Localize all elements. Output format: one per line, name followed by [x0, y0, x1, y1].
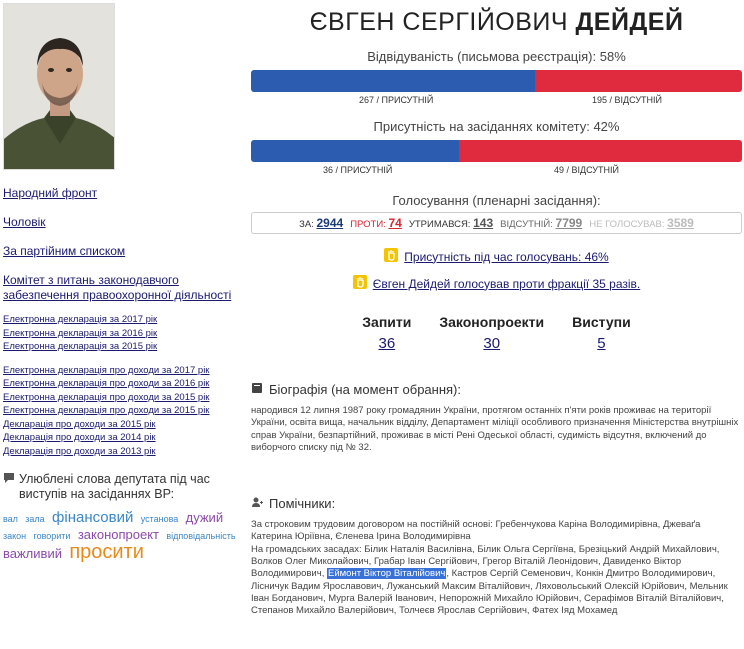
- biography-text: народився 12 липня 1987 року громадянин України, протягом останніх п'яти років проживає на території України, освіта вища, начальник відділу, Департамент міліції особливого призначення Міністерства внутрішніх справ України, безпартійний, проживає в місті Рені Одеської області, судимість відсутня, включений до виборчого списку під № 32.: [251, 405, 739, 453]
- committee-labels: [251, 165, 742, 179]
- income-declarations-list: [3, 364, 243, 459]
- favorite-word: зала: [25, 514, 45, 524]
- against-faction-row: [251, 275, 742, 292]
- attendance-title: [251, 49, 742, 64]
- attendance-bar-absent: [535, 70, 742, 92]
- favorite-word: просити: [69, 541, 144, 563]
- favorite-words-heading: [3, 472, 243, 502]
- declaration-link[interactable]: Електронна декларація про доходи за 2017 рік: [3, 364, 210, 376]
- voting-title: Голосування (пленарні засідання):: [392, 193, 601, 208]
- vote-absent-value[interactable]: 7799: [555, 216, 583, 230]
- person-icon: [251, 496, 263, 511]
- bills-count-link[interactable]: 30: [483, 335, 501, 352]
- deputy-photo: [3, 3, 115, 170]
- attendance-percent: 58%: [599, 49, 626, 64]
- speech-bubble-icon: [3, 472, 15, 502]
- requests-count-link[interactable]: 36: [378, 335, 396, 352]
- biography-heading: [251, 382, 742, 397]
- declaration-link[interactable]: Електронна декларація про доходи за 2016 рік: [3, 378, 210, 389]
- voting-attendance-link[interactable]: Присутність під час голосувань: 46%: [404, 249, 609, 264]
- voting-summary: [251, 212, 742, 234]
- vote-novote: [589, 216, 694, 230]
- declaration-link[interactable]: Декларація про доходи за 2013 рік: [3, 445, 156, 457]
- attendance-bar: [251, 70, 742, 92]
- attendance-absent-label: 195 / ВІДСУТНІЙ: [592, 95, 663, 105]
- bills-block: [439, 314, 544, 352]
- favorite-word: закон: [3, 531, 27, 541]
- declaration-link[interactable]: Декларація про доходи за 2014 рік: [3, 432, 156, 443]
- main-content: [251, 0, 742, 618]
- favorite-word: дужий: [185, 510, 224, 525]
- declaration-link[interactable]: Електронна декларація про доходи за 2015 рік: [3, 391, 210, 403]
- vote-for-value[interactable]: 2944: [316, 216, 344, 230]
- vote-novote-label: НЕ ГОЛОСУВАВ:: [589, 219, 665, 230]
- vote-against-value[interactable]: 74: [388, 216, 402, 230]
- declaration-link[interactable]: Електронна декларація про доходи за 2015 рік: [3, 405, 210, 416]
- favorite-words-title: Улюблені слова депутата під час виступів на засіданнях ВР:: [19, 472, 210, 501]
- name-first: ЄВГЕН СЕРГІЙОВИЧ: [309, 8, 569, 36]
- committee-percent: 42%: [593, 119, 620, 134]
- faction-link[interactable]: Народний фронт: [3, 186, 98, 200]
- declaration-link[interactable]: Декларація про доходи за 2015 рік: [3, 418, 156, 430]
- favorite-word: відповідальність: [166, 531, 236, 541]
- vote-against-label: ПРОТИ:: [350, 219, 386, 230]
- assistants-heading: [251, 496, 742, 511]
- assistants-title: Помічники:: [269, 496, 336, 512]
- attendance-labels: [251, 95, 742, 109]
- vote-absent-label: ВІДСУТНІЙ:: [500, 219, 553, 230]
- against-faction-link[interactable]: Євген Дейдей голосував проти фракції 35 разів.: [372, 276, 641, 291]
- attendance-title-text: Відвідуваність (письмова реєстрація):: [367, 49, 597, 64]
- requests-block: [362, 314, 411, 352]
- vote-abstain-label: УТРИМАВСЯ:: [408, 219, 471, 230]
- party-list-link[interactable]: За партійним списком: [3, 244, 126, 258]
- committee-attendance-title: [251, 119, 742, 134]
- committee-bar: [251, 140, 742, 162]
- committee-bar-absent: [459, 140, 742, 162]
- gender-link[interactable]: Чоловік: [3, 215, 46, 229]
- e-declarations-list: [3, 313, 243, 354]
- word-cloud: [3, 510, 243, 562]
- highlighted-assistant: Еймонт Віктор Віталійович: [327, 568, 446, 580]
- left-sidebar: [3, 186, 243, 562]
- hand-icon: [384, 248, 398, 265]
- favorite-word: важливий: [3, 546, 62, 561]
- requests-label: Запити: [362, 314, 412, 330]
- assistants-contract-text: За строковим трудовим договором на постійній основі: Гребенчукова Каріна Володимирівна, Джеваґа Катерина Юріївна, Єленева Ірина Володимирівна: [251, 519, 701, 543]
- voting-attendance-row: [251, 248, 742, 265]
- declaration-link[interactable]: Електронна декларація за 2015 рік: [3, 341, 158, 352]
- favorite-word: установа: [140, 514, 179, 524]
- vote-abstain: [409, 216, 493, 230]
- biography-title: Біографія (на момент обрання):: [269, 382, 461, 397]
- bills-label: Законопроекти: [439, 314, 545, 330]
- favorite-word: фінансовий: [52, 509, 134, 526]
- speeches-count-link[interactable]: 5: [597, 335, 606, 352]
- declaration-link[interactable]: Електронна декларація за 2016 рік: [3, 327, 158, 339]
- committee-title-text: Присутність на засіданнях комітету:: [373, 119, 590, 134]
- committee-absent-label: 49 / ВІДСУТНІЙ: [554, 165, 619, 175]
- favorite-word: вал: [3, 514, 18, 524]
- vote-abstain-value[interactable]: 143: [473, 216, 494, 230]
- assistants-text-part: , Кастров Сергій Семенович, Конкін Дмитро Володимирович, Лісничук Вадим Ярославович, Лужанський Максим Віталійович, Ляховольський Олексій Юрійович, Мельник Іван Богданович, Мурга Валерій Іванович, Непорожній Михайло Юрійович, Серафімов Віталій Віталійович, Степанов Михайло Валерійович, Толчеєв Ярослав Сергійович, Фатех Іяд Мохамед: [251, 568, 728, 617]
- assistants-volunteer-text: [251, 544, 742, 618]
- favorite-word: законопроект: [77, 527, 159, 542]
- deputy-name: [251, 8, 742, 37]
- favorite-word: говорити: [33, 531, 71, 541]
- committee-present-label: 36 / ПРИСУТНІЙ: [323, 165, 393, 175]
- vote-novote-value[interactable]: 3589: [667, 216, 694, 230]
- vote-against: [350, 216, 402, 230]
- speeches-block: [572, 314, 631, 352]
- assistants-text-part: На громадських засадах: Білик Наталія Василівна, Білик Ольга Сергіївна, Брезіцький Андрій Михайлович, Волков Олег Миколайович, Грабар Іван Сергійович, Грегор Віталій Леонідович, Давиденко Віктор Володимирович,: [251, 543, 720, 580]
- committee-bar-present: [251, 140, 459, 162]
- committee-link[interactable]: Комітет з питань законодавчого забезпечення правоохоронної діяльності: [3, 273, 232, 302]
- book-icon: [251, 382, 263, 397]
- activity-counts: [251, 314, 742, 352]
- name-last: ДЕЙДЕЙ: [575, 8, 684, 36]
- attendance-present-label: 267 / ПРИСУТНІЙ: [359, 95, 434, 105]
- hand-icon: [353, 275, 367, 292]
- speeches-label: Виступи: [572, 314, 631, 330]
- vote-absent: [500, 216, 582, 230]
- attendance-bar-present: [251, 70, 535, 92]
- vote-for: [299, 216, 343, 230]
- declaration-link[interactable]: Електронна декларація за 2017 рік: [3, 314, 158, 325]
- vote-for-label: ЗА:: [299, 219, 314, 230]
